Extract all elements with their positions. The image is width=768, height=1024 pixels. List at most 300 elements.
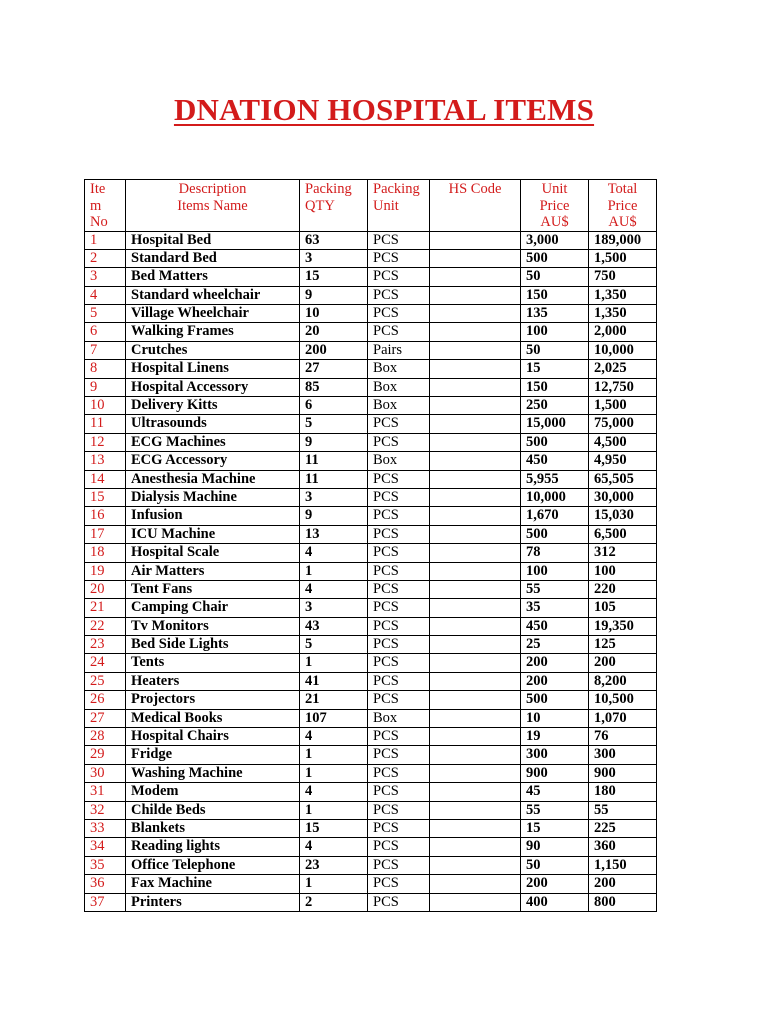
hs-code-cell [430, 728, 521, 746]
total-price-cell: 1,070 [589, 709, 657, 727]
header-unit-price-line: Unit [541, 181, 568, 197]
table-row [85, 838, 657, 856]
packing-unit-cell: PCS [368, 433, 430, 451]
unit-price-cell: 35 [521, 599, 589, 617]
total-price-cell: 8,200 [589, 672, 657, 690]
packing-unit-cell: PCS [368, 525, 430, 543]
item-no-cell: 16 [85, 507, 126, 525]
hs-code-cell [430, 820, 521, 838]
hs-code-cell [430, 801, 521, 819]
table-row [85, 801, 657, 819]
header-total-price-line: Price [607, 197, 638, 214]
header-description-line: Description [178, 181, 247, 197]
item-name-cell: Reading lights [126, 838, 300, 856]
packing-unit-cell: PCS [368, 599, 430, 617]
unit-price-cell: 150 [521, 378, 589, 396]
total-price-cell: 360 [589, 838, 657, 856]
table-row [85, 231, 657, 249]
table-row [85, 268, 657, 286]
unit-price-cell: 10 [521, 709, 589, 727]
unit-price-cell: 500 [521, 691, 589, 709]
packing-unit-cell: Box [368, 452, 430, 470]
item-no-cell: 33 [85, 820, 126, 838]
unit-price-cell: 55 [521, 801, 589, 819]
packing-qty-cell: 200 [300, 341, 368, 359]
total-price-cell: 1,350 [589, 286, 657, 304]
header-item-no-line: No [90, 214, 108, 230]
unit-price-cell: 15 [521, 820, 589, 838]
packing-unit-cell: PCS [368, 470, 430, 488]
item-no-cell: 6 [85, 323, 126, 341]
packing-unit-cell: PCS [368, 507, 430, 525]
hs-code-cell [430, 360, 521, 378]
table-row [85, 728, 657, 746]
hs-code-cell [430, 507, 521, 525]
packing-unit-cell: PCS [368, 838, 430, 856]
packing-qty-cell: 15 [300, 820, 368, 838]
total-price-cell: 200 [589, 875, 657, 893]
total-price-cell: 4,500 [589, 433, 657, 451]
header-item-no-line: m [90, 197, 102, 214]
packing-qty-cell: 1 [300, 764, 368, 782]
total-price-cell: 1,500 [589, 397, 657, 415]
unit-price-cell: 300 [521, 746, 589, 764]
packing-unit-cell: PCS [368, 617, 430, 635]
hs-code-cell [430, 654, 521, 672]
packing-qty-cell: 21 [300, 691, 368, 709]
unit-price-cell: 100 [521, 323, 589, 341]
item-name-cell: Hospital Scale [126, 544, 300, 562]
item-no-cell: 31 [85, 783, 126, 801]
total-price-cell: 15,030 [589, 507, 657, 525]
item-no-cell: 10 [85, 397, 126, 415]
item-name-cell: Printers [126, 893, 300, 911]
packing-unit-cell: PCS [368, 286, 430, 304]
unit-price-cell: 1,670 [521, 507, 589, 525]
header-packing-qty-line: Packing [305, 181, 352, 197]
hs-code-cell [430, 249, 521, 267]
hs-code-cell [430, 415, 521, 433]
packing-unit-cell: PCS [368, 305, 430, 323]
total-price-cell: 1,350 [589, 305, 657, 323]
item-no-cell: 30 [85, 764, 126, 782]
packing-unit-cell: Box [368, 378, 430, 396]
hs-code-cell [430, 856, 521, 874]
unit-price-cell: 19 [521, 728, 589, 746]
header-item-no [85, 180, 126, 232]
total-price-cell: 200 [589, 654, 657, 672]
packing-unit-cell: PCS [368, 746, 430, 764]
table-row [85, 378, 657, 396]
packing-unit-cell: PCS [368, 691, 430, 709]
item-name-cell: Modem [126, 783, 300, 801]
item-no-cell: 14 [85, 470, 126, 488]
header-packing-unit-line: Packing [373, 181, 420, 197]
item-name-cell: Walking Frames [126, 323, 300, 341]
header-total-price [589, 180, 657, 232]
hs-code-cell [430, 599, 521, 617]
unit-price-cell: 50 [521, 268, 589, 286]
hs-code-cell [430, 562, 521, 580]
item-no-cell: 17 [85, 525, 126, 543]
table-row [85, 452, 657, 470]
total-price-cell: 1,500 [589, 249, 657, 267]
hs-code-cell [430, 875, 521, 893]
packing-unit-cell: PCS [368, 636, 430, 654]
hs-code-cell [430, 488, 521, 506]
item-name-cell: Village Wheelchair [126, 305, 300, 323]
packing-qty-cell: 3 [300, 599, 368, 617]
total-price-cell: 65,505 [589, 470, 657, 488]
item-name-cell: Childe Beds [126, 801, 300, 819]
packing-qty-cell: 11 [300, 452, 368, 470]
item-no-cell: 28 [85, 728, 126, 746]
item-no-cell: 11 [85, 415, 126, 433]
unit-price-cell: 5,955 [521, 470, 589, 488]
header-packing-unit-line: Unit [373, 197, 399, 214]
header-packing-qty [300, 180, 368, 232]
packing-qty-cell: 3 [300, 249, 368, 267]
item-name-cell: Tents [126, 654, 300, 672]
total-price-cell: 76 [589, 728, 657, 746]
page-title: DNATION HOSPITAL ITEMS [173, 92, 595, 127]
table-row [85, 672, 657, 690]
item-no-cell: 27 [85, 709, 126, 727]
packing-unit-cell: PCS [368, 728, 430, 746]
total-price-cell: 6,500 [589, 525, 657, 543]
unit-price-cell: 78 [521, 544, 589, 562]
packing-unit-cell: PCS [368, 580, 430, 598]
item-name-cell: Tv Monitors [126, 617, 300, 635]
item-no-cell: 26 [85, 691, 126, 709]
header-packing-unit [368, 180, 430, 232]
packing-qty-cell: 4 [300, 838, 368, 856]
item-no-cell: 34 [85, 838, 126, 856]
packing-qty-cell: 20 [300, 323, 368, 341]
packing-qty-cell: 43 [300, 617, 368, 635]
unit-price-cell: 450 [521, 452, 589, 470]
item-no-cell: 15 [85, 488, 126, 506]
hs-code-cell [430, 893, 521, 911]
header-unit-price-line: AU$ [540, 214, 569, 230]
table-row [85, 433, 657, 451]
packing-unit-cell: PCS [368, 856, 430, 874]
table-row [85, 415, 657, 433]
packing-qty-cell: 63 [300, 231, 368, 249]
items-table [84, 179, 657, 912]
header-row [85, 180, 657, 232]
item-name-cell: Fax Machine [126, 875, 300, 893]
item-name-cell: Projectors [126, 691, 300, 709]
table-row [85, 249, 657, 267]
table-row [85, 341, 657, 359]
item-name-cell: Dialysis Machine [126, 488, 300, 506]
packing-qty-cell: 4 [300, 544, 368, 562]
total-price-cell: 800 [589, 893, 657, 911]
table-row [85, 636, 657, 654]
total-price-cell: 300 [589, 746, 657, 764]
hs-code-cell [430, 231, 521, 249]
unit-price-cell: 15 [521, 360, 589, 378]
item-name-cell: Hospital Chairs [126, 728, 300, 746]
item-name-cell: Hospital Bed [126, 231, 300, 249]
total-price-cell: 10,000 [589, 341, 657, 359]
item-no-cell: 25 [85, 672, 126, 690]
item-name-cell: Hospital Linens [126, 360, 300, 378]
unit-price-cell: 100 [521, 562, 589, 580]
unit-price-cell: 10,000 [521, 488, 589, 506]
unit-price-cell: 55 [521, 580, 589, 598]
hs-code-cell [430, 764, 521, 782]
hs-code-cell [430, 709, 521, 727]
packing-unit-cell: Box [368, 709, 430, 727]
item-name-cell: Delivery Kitts [126, 397, 300, 415]
hs-code-cell [430, 470, 521, 488]
packing-qty-cell: 1 [300, 654, 368, 672]
item-no-cell: 24 [85, 654, 126, 672]
unit-price-cell: 15,000 [521, 415, 589, 433]
packing-unit-cell: Pairs [368, 341, 430, 359]
table-row [85, 562, 657, 580]
table-row [85, 709, 657, 727]
total-price-cell: 100 [589, 562, 657, 580]
item-name-cell: Bed Side Lights [126, 636, 300, 654]
packing-qty-cell: 1 [300, 801, 368, 819]
table-row [85, 875, 657, 893]
packing-unit-cell: Box [368, 360, 430, 378]
item-no-cell: 1 [85, 231, 126, 249]
packing-qty-cell: 41 [300, 672, 368, 690]
item-no-cell: 3 [85, 268, 126, 286]
packing-qty-cell: 9 [300, 286, 368, 304]
table-row [85, 691, 657, 709]
item-no-cell: 18 [85, 544, 126, 562]
packing-qty-cell: 9 [300, 433, 368, 451]
header-unit-price [521, 180, 589, 232]
packing-qty-cell: 23 [300, 856, 368, 874]
item-name-cell: Washing Machine [126, 764, 300, 782]
table-row [85, 525, 657, 543]
item-name-cell: Medical Books [126, 709, 300, 727]
total-price-cell: 105 [589, 599, 657, 617]
header-description [126, 180, 300, 232]
item-no-cell: 8 [85, 360, 126, 378]
packing-unit-cell: PCS [368, 764, 430, 782]
packing-unit-cell: PCS [368, 820, 430, 838]
unit-price-cell: 450 [521, 617, 589, 635]
total-price-cell: 4,950 [589, 452, 657, 470]
item-no-cell: 5 [85, 305, 126, 323]
item-name-cell: Air Matters [126, 562, 300, 580]
packing-qty-cell: 11 [300, 470, 368, 488]
hs-code-cell [430, 433, 521, 451]
item-name-cell: Blankets [126, 820, 300, 838]
hs-code-cell [430, 691, 521, 709]
table-row [85, 580, 657, 598]
table-row [85, 507, 657, 525]
unit-price-cell: 500 [521, 249, 589, 267]
hs-code-cell [430, 305, 521, 323]
total-price-cell: 225 [589, 820, 657, 838]
table-row [85, 820, 657, 838]
item-no-cell: 35 [85, 856, 126, 874]
packing-qty-cell: 27 [300, 360, 368, 378]
packing-qty-cell: 85 [300, 378, 368, 396]
table-row [85, 893, 657, 911]
table-row [85, 323, 657, 341]
item-name-cell: Tent Fans [126, 580, 300, 598]
total-price-cell: 900 [589, 764, 657, 782]
unit-price-cell: 50 [521, 341, 589, 359]
header-packing-qty-line: QTY [305, 197, 335, 214]
table-row [85, 617, 657, 635]
unit-price-cell: 900 [521, 764, 589, 782]
hs-code-cell [430, 397, 521, 415]
packing-qty-cell: 4 [300, 728, 368, 746]
table-row [85, 654, 657, 672]
table-body [85, 231, 657, 911]
total-price-cell: 125 [589, 636, 657, 654]
item-name-cell: Bed Matters [126, 268, 300, 286]
unit-price-cell: 150 [521, 286, 589, 304]
item-no-cell: 29 [85, 746, 126, 764]
header-hs-code [430, 180, 521, 232]
table-row [85, 470, 657, 488]
total-price-cell: 750 [589, 268, 657, 286]
packing-unit-cell: PCS [368, 801, 430, 819]
unit-price-cell: 45 [521, 783, 589, 801]
item-no-cell: 20 [85, 580, 126, 598]
packing-qty-cell: 1 [300, 875, 368, 893]
packing-qty-cell: 10 [300, 305, 368, 323]
header-hs-code-label: HS Code [448, 181, 502, 197]
item-no-cell: 23 [85, 636, 126, 654]
packing-unit-cell: PCS [368, 875, 430, 893]
packing-qty-cell: 2 [300, 893, 368, 911]
total-price-cell: 1,150 [589, 856, 657, 874]
total-price-cell: 55 [589, 801, 657, 819]
item-no-cell: 9 [85, 378, 126, 396]
hs-code-cell [430, 617, 521, 635]
header-unit-price-line: Price [539, 197, 570, 214]
item-name-cell: Fridge [126, 746, 300, 764]
unit-price-cell: 500 [521, 433, 589, 451]
packing-qty-cell: 15 [300, 268, 368, 286]
packing-unit-cell: PCS [368, 544, 430, 562]
packing-unit-cell: PCS [368, 249, 430, 267]
unit-price-cell: 90 [521, 838, 589, 856]
total-price-cell: 180 [589, 783, 657, 801]
table-row [85, 746, 657, 764]
item-name-cell: Standard Bed [126, 249, 300, 267]
item-no-cell: 21 [85, 599, 126, 617]
total-price-cell: 189,000 [589, 231, 657, 249]
unit-price-cell: 3,000 [521, 231, 589, 249]
packing-unit-cell: PCS [368, 893, 430, 911]
packing-unit-cell: PCS [368, 323, 430, 341]
table-row [85, 397, 657, 415]
header-total-price-line: AU$ [608, 214, 637, 230]
unit-price-cell: 25 [521, 636, 589, 654]
item-no-cell: 19 [85, 562, 126, 580]
packing-qty-cell: 5 [300, 636, 368, 654]
item-no-cell: 7 [85, 341, 126, 359]
packing-qty-cell: 107 [300, 709, 368, 727]
packing-qty-cell: 3 [300, 488, 368, 506]
unit-price-cell: 250 [521, 397, 589, 415]
packing-qty-cell: 13 [300, 525, 368, 543]
item-name-cell: Anesthesia Machine [126, 470, 300, 488]
item-no-cell: 22 [85, 617, 126, 635]
item-name-cell: Infusion [126, 507, 300, 525]
total-price-cell: 220 [589, 580, 657, 598]
packing-qty-cell: 1 [300, 562, 368, 580]
hs-code-cell [430, 286, 521, 304]
total-price-cell: 2,025 [589, 360, 657, 378]
hs-code-cell [430, 544, 521, 562]
table-header [85, 180, 657, 232]
table-row [85, 286, 657, 304]
unit-price-cell: 400 [521, 893, 589, 911]
hs-code-cell [430, 636, 521, 654]
packing-qty-cell: 4 [300, 580, 368, 598]
total-price-cell: 12,750 [589, 378, 657, 396]
packing-qty-cell: 1 [300, 746, 368, 764]
table-row [85, 856, 657, 874]
item-name-cell: Ultrasounds [126, 415, 300, 433]
hs-code-cell [430, 378, 521, 396]
table-row [85, 764, 657, 782]
item-name-cell: Camping Chair [126, 599, 300, 617]
packing-unit-cell: Box [368, 397, 430, 415]
item-no-cell: 32 [85, 801, 126, 819]
hs-code-cell [430, 452, 521, 470]
hs-code-cell [430, 746, 521, 764]
item-name-cell: Hospital Accessory [126, 378, 300, 396]
packing-qty-cell: 9 [300, 507, 368, 525]
table-row [85, 544, 657, 562]
table-row [85, 599, 657, 617]
item-name-cell: Crutches [126, 341, 300, 359]
item-name-cell: Standard wheelchair [126, 286, 300, 304]
packing-unit-cell: PCS [368, 654, 430, 672]
unit-price-cell: 500 [521, 525, 589, 543]
unit-price-cell: 200 [521, 672, 589, 690]
packing-unit-cell: PCS [368, 415, 430, 433]
hs-code-cell [430, 268, 521, 286]
hs-code-cell [430, 341, 521, 359]
item-no-cell: 4 [85, 286, 126, 304]
header-total-price-line: Total [607, 181, 638, 197]
item-name-cell: Heaters [126, 672, 300, 690]
item-no-cell: 2 [85, 249, 126, 267]
hs-code-cell [430, 672, 521, 690]
hs-code-cell [430, 580, 521, 598]
table-row [85, 305, 657, 323]
item-name-cell: ECG Machines [126, 433, 300, 451]
hs-code-cell [430, 838, 521, 856]
packing-unit-cell: PCS [368, 488, 430, 506]
item-no-cell: 36 [85, 875, 126, 893]
item-no-cell: 13 [85, 452, 126, 470]
table-row [85, 783, 657, 801]
header-item-no-line: Ite [90, 181, 106, 197]
unit-price-cell: 135 [521, 305, 589, 323]
total-price-cell: 312 [589, 544, 657, 562]
unit-price-cell: 200 [521, 875, 589, 893]
packing-unit-cell: PCS [368, 672, 430, 690]
hs-code-cell [430, 783, 521, 801]
